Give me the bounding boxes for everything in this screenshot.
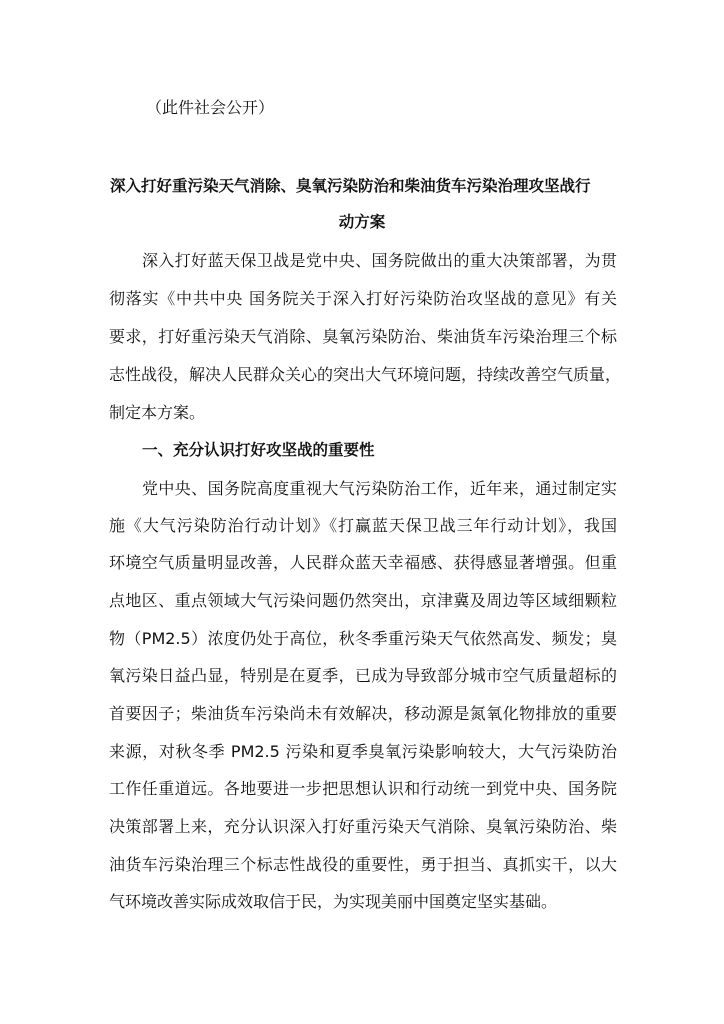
document-title-line-1: 深入打好重污染天气消除、臭氧污染防治和柴油货车污染治理攻坚战行 <box>110 177 591 195</box>
intro-paragraph-line: 深入打好蓝天保卫战是党中央、国务院做出的重大决策部署，为贯 <box>142 251 617 270</box>
section-1-paragraph-line: 党中央、国务院高度重视大气污染防治工作，近年来，通过制定实 <box>142 479 617 498</box>
section-1-paragraph-line: 气环境改善实际成效取信于民，为实现美丽中国奠定坚实基础。 <box>109 892 558 911</box>
intro-paragraph-line: 志性战役，解决人民群众关心的突出大气环境问题，持续改善空气质量， <box>109 365 622 384</box>
section-1-paragraph-line: 施《大气污染防治行动计划》《打赢蓝天保卫战三年行动计划》，我国 <box>109 516 617 535</box>
section-1-paragraph-line: 首要因子；柴油货车污染尚未有效解决，移动源是氮氧化物排放的重要 <box>109 704 617 723</box>
section-1-paragraph-line: 环境空气质量明显改善，人民群众蓝天幸福感、获得感显著增强。但重 <box>109 553 617 572</box>
section-1-paragraph-line: 来源，对秋冬季 PM2.5 污染和夏季臭氧污染影响较大，大气污染防治 <box>109 742 617 761</box>
section-1-paragraph-line: 物（PM2.5）浓度仍处于高位，秋冬季重污染天气依然高发、频发；臭 <box>109 629 617 648</box>
section-1-paragraph-line: 决策部署上来，充分认识深入打好重污染天气消除、臭氧污染防治、柴 <box>109 817 617 836</box>
section-1-paragraph-line: 工作任重道远。各地要进一步把思想认识和行动统一到党中央、国务院 <box>109 779 617 798</box>
section-1-paragraph-line: 点地区、重点领域大气污染问题仍然突出，京津冀及周边等区域细颗粒 <box>109 591 617 610</box>
section-1-paragraph-line: 油货车污染治理三个标志性战役的重要性，勇于担当、真抓实干，以大 <box>109 855 617 874</box>
section-1-paragraph-line: 氧污染日益凸显，特别是在夏季，已成为导致部分城市空气质量超标的 <box>109 666 617 685</box>
disclosure-note: （此件社会公开） <box>146 98 275 117</box>
intro-paragraph-line: 要求，打好重污染天气消除、臭氧污染防治、柴油货车污染治理三个标 <box>109 327 617 346</box>
section-1-heading: 一、充分认识打好攻坚战的重要性 <box>142 441 375 459</box>
document-title-line-2: 动方案 <box>338 213 386 231</box>
intro-paragraph-line: 彻落实《中共中央 国务院关于深入打好污染防治攻坚战的意见》有关 <box>109 289 617 308</box>
intro-paragraph-line: 制定本方案。 <box>109 403 206 422</box>
